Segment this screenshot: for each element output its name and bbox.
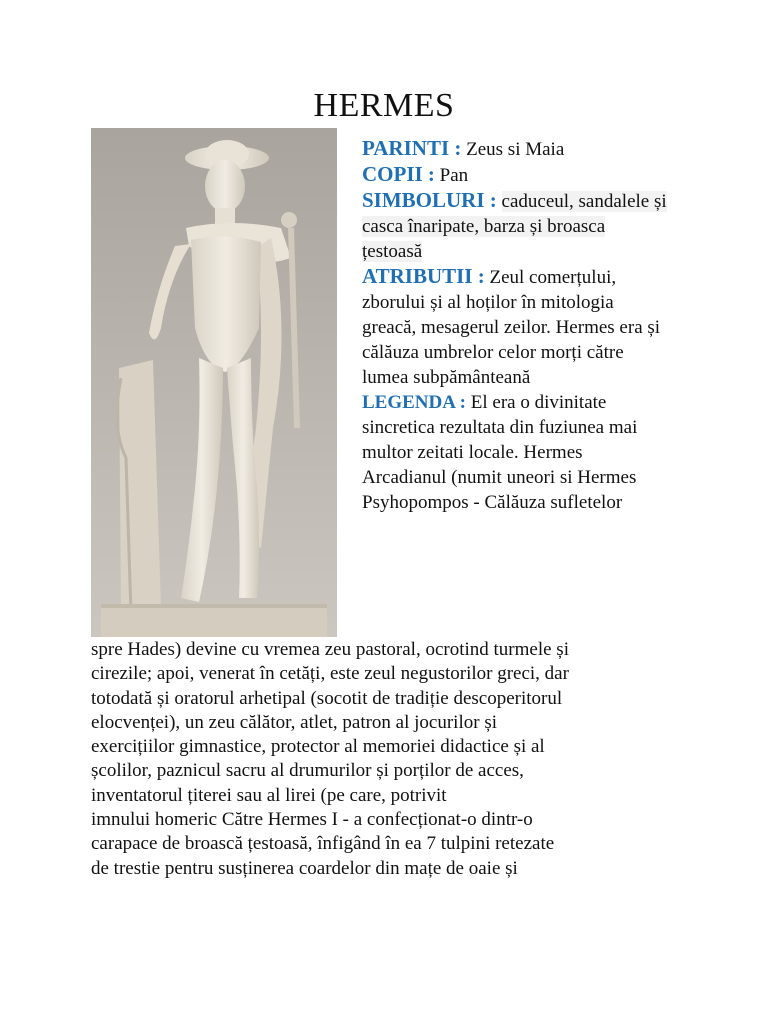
hermes-statue-image	[91, 128, 337, 637]
simboluri-text-line	[362, 239, 752, 264]
page-title: HERMES	[313, 87, 455, 124]
copii-row	[362, 162, 752, 188]
simboluri-text-span: casca înaripate, barza și broasca	[362, 216, 606, 237]
legenda-text-line: Psyhopompos - Călăuza sufletelor	[362, 492, 623, 513]
copii-text: Pan	[439, 165, 469, 186]
info-column	[362, 136, 752, 515]
atributii-label: ATRIBUTII :	[362, 264, 485, 288]
paragraph-line: cirezile; apoi, venerat în cetăți, este zeul negustorilor greci, dar	[91, 663, 569, 685]
parinti-row	[362, 136, 752, 162]
paragraph-line: școlilor, paznicul sacru al drumurilor și porților de acces,	[91, 760, 524, 782]
paragraph-line: imnului homeric Către Hermes I - a confecționat-o dintr-o	[91, 809, 533, 831]
parinti-label: PARINTI :	[362, 136, 462, 160]
legenda-text-line: multor zeitati locale. Hermes	[362, 442, 583, 463]
legenda-text-line: El era o divinitate	[470, 392, 607, 413]
simboluri-text-line	[362, 214, 752, 239]
atributii-text-line: Zeul comerțului,	[489, 267, 617, 288]
atributii-text-line: călăuza umbrelor celor morți către	[362, 342, 624, 363]
atributii-text-line: greacă, mesagerul zeilor. Hermes era și	[362, 317, 661, 338]
simboluri-label: SIMBOLURI :	[362, 188, 497, 212]
legenda-text-line: Arcadianul (numit uneori si Hermes	[362, 467, 637, 488]
copii-label: COPII :	[362, 162, 435, 186]
atributii-row	[362, 264, 752, 290]
parinti-text: Zeus si Maia	[466, 139, 565, 160]
paragraph-line: exercițiilor gimnastice, protector al memoriei didactice și al	[91, 736, 545, 758]
paragraph-line: de trestie pentru susținerea coardelor din mațe de oaie și	[91, 857, 518, 879]
simboluri-text-line: caduceul, sandalele și	[501, 191, 667, 212]
legenda-text-line: sincretica rezultata din fuziunea mai	[362, 417, 638, 438]
paragraph-line: carapace de broască țestoasă, înfigând în ea 7 tulpini retezate	[91, 833, 555, 855]
simboluri-text-span: țestoasă	[362, 241, 423, 262]
atributii-text-line: zborului și al hoților în mitologia	[362, 292, 614, 313]
continuation-paragraph	[91, 638, 711, 881]
legenda-label: LEGENDA :	[362, 392, 466, 413]
atributii-text-line: lumea subpământeană	[362, 367, 531, 388]
paragraph-line: inventatorul țiterei sau al lirei (pe care, potrivit	[91, 784, 447, 806]
simboluri-row	[362, 188, 752, 214]
paragraph-line: spre Hades) devine cu vremea zeu pastoral, ocrotind turmele și	[91, 639, 569, 660]
paragraph-line: elocvenței), un zeu călător, atlet, patron al jocurilor și	[91, 711, 497, 733]
paragraph-line: totodată și oratorul arhetipal (socotit de tradiție descoperitorul	[91, 687, 563, 709]
legenda-row	[362, 390, 752, 415]
